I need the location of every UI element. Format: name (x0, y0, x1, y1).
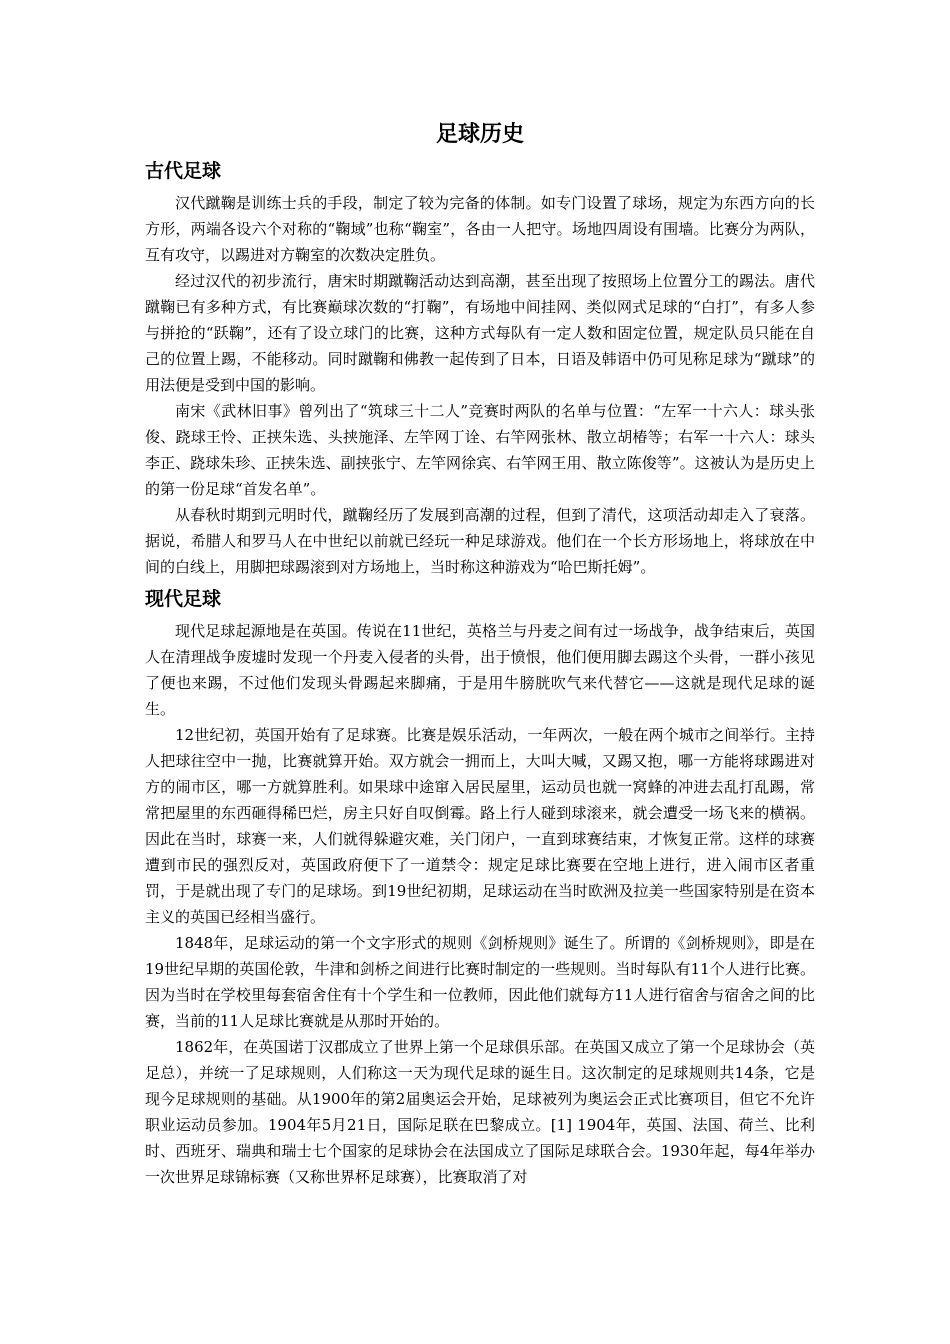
section-heading: 古代足球 (145, 160, 222, 182)
paragraph: 汉代蹴鞠是训练士兵的手段，制定了较为完备的体制。如专门设置了球场，规定为东西方向的长方形，两端各设六个对称的“鞠域”也称“鞠室”，各由一人把守。场地四周设有围墙。比赛分为两队，互有攻守，以踢进对方鞠室的次数决定胜负。 (145, 194, 815, 264)
section-modern-football (145, 584, 815, 1190)
document-page (145, 118, 815, 1190)
paragraph: 1862年，在英国诺丁汉郡成立了世界上第一个足球俱乐部。在英国又成立了第一个足球协会（英足总），并统一了足球规则，人们称这一天为现代足球的诞生日。这次制定的足球规则共14条，它是现今足球规则的基础。从1900年的第2届奥运会开始，足球被列为奥运会正式比赛项目，但它不允许职业运动员参加。1904年5月21日，国际足联在巴黎成立。[1] 1904年，英国、法国、荷兰、比利时、西班牙、瑞典和瑞士七个国家的足球协会在法国成立了国际足球联合会。1930年起，每4年举办一次世界足球锦标赛（又称世界杯足球赛），比赛取消了对 (145, 1038, 815, 1186)
paragraph: 南宋《武林旧事》曾列出了“筑球三十二人”竞赛时两队的名单与位置：“左军一十六人：球头张俊、跷球王怜、正挟朱选、头挟施泽、左竿网丁诠、右竿网张林、散立胡椿等；右军一十六人：球头李正、跷球朱珍、正挟朱选、副挟张宁、左竿网徐宾、右竿网王用、散立陈俊等”。这被认为是历史上的第一份足球“首发名单”。 (145, 402, 815, 498)
section-heading: 现代足球 (145, 588, 222, 610)
paragraph: 经过汉代的初步流行，唐宋时期蹴鞠活动达到高潮，甚至出现了按照场上位置分工的踢法。唐代蹴鞠已有多种方式，有比赛巅球次数的“打鞠”，有场地中间挂网、类似网式足球的“白打”，有多人参与拼抢的“跃鞠”，还有了设立球门的比赛，这种方式每队有一定人数和固定位置，规定队员只能在自己的位置上踢，不能移动。同时蹴鞠和佛教一起传到了日本，日语及韩语中仍可见称足球为“蹴球”的用法便是受到中国的影响。 (145, 272, 815, 394)
section-ancient-football (145, 156, 815, 580)
paragraph: 现代足球起源地是在英国。传说在11世纪，英格兰与丹麦之间有过一场战争，战争结束后，英国人在清理战争废墟时发现一个丹麦入侵者的头骨，出于愤恨，他们便用脚去踢这个头骨，一群小孩见了便也来踢，不过他们发现头骨踢起来脚痛，于是用牛膀胱吹气来代替它——这就是现代足球的诞生。 (145, 622, 815, 718)
paragraph: 12世纪初，英国开始有了足球赛。比赛是娱乐活动，一年两次，一般在两个城市之间举行。主持人把球往空中一抛，比赛就算开始。双方就会一拥而上，大叫大喊，又踢又抱，哪一方能将球踢进对方的闹市区，哪一方就算胜利。如果球中途窜入居民屋里，运动员也就一窝蜂的冲进去乱打乱踢，常常把屋里的东西砸得稀巴烂，房主只好自叹倒霉。路上行人碰到球滚来，就会遭受一场飞来的横祸。因此在当时，球赛一来，人们就得躲避灾难，关门闭户，一直到球赛结束，才恢复正常。这样的球赛遭到市民的强烈反对，英国政府便下了一道禁令：规定足球比赛要在空地上进行，进入闹市区者重罚，于是就出现了专门的足球场。到19世纪初期，足球运动在当时欧洲及拉美一些国家特别是在资本主义的英国已经相当盛行。 (145, 726, 815, 926)
document-title: 足球历史 (435, 122, 524, 147)
paragraph: 1848年，足球运动的第一个文字形式的规则《剑桥规则》诞生了。所谓的《剑桥规则》，即是在19世纪早期的英国伦敦，牛津和剑桥之间进行比赛时制定的一些规则。当时每队有11个人进行比赛。因为当时在学校里每套宿舍住有十个学生和一位教师，因此他们就每方11人进行宿舍与宿舍之间的比赛，当前的11人足球比赛就是从那时开始的。 (145, 934, 815, 1030)
paragraph: 从春秋时期到元明时代，蹴鞠经历了发展到高潮的过程，但到了清代，这项活动却走入了衰落。据说，希腊人和罗马人在中世纪以前就已经玩一种足球游戏。他们在一个长方形场地上，将球放在中间的白线上，用脚把球踢滚到对方场地上，当时称这种游戏为“哈巴斯托姆”。 (145, 506, 815, 576)
